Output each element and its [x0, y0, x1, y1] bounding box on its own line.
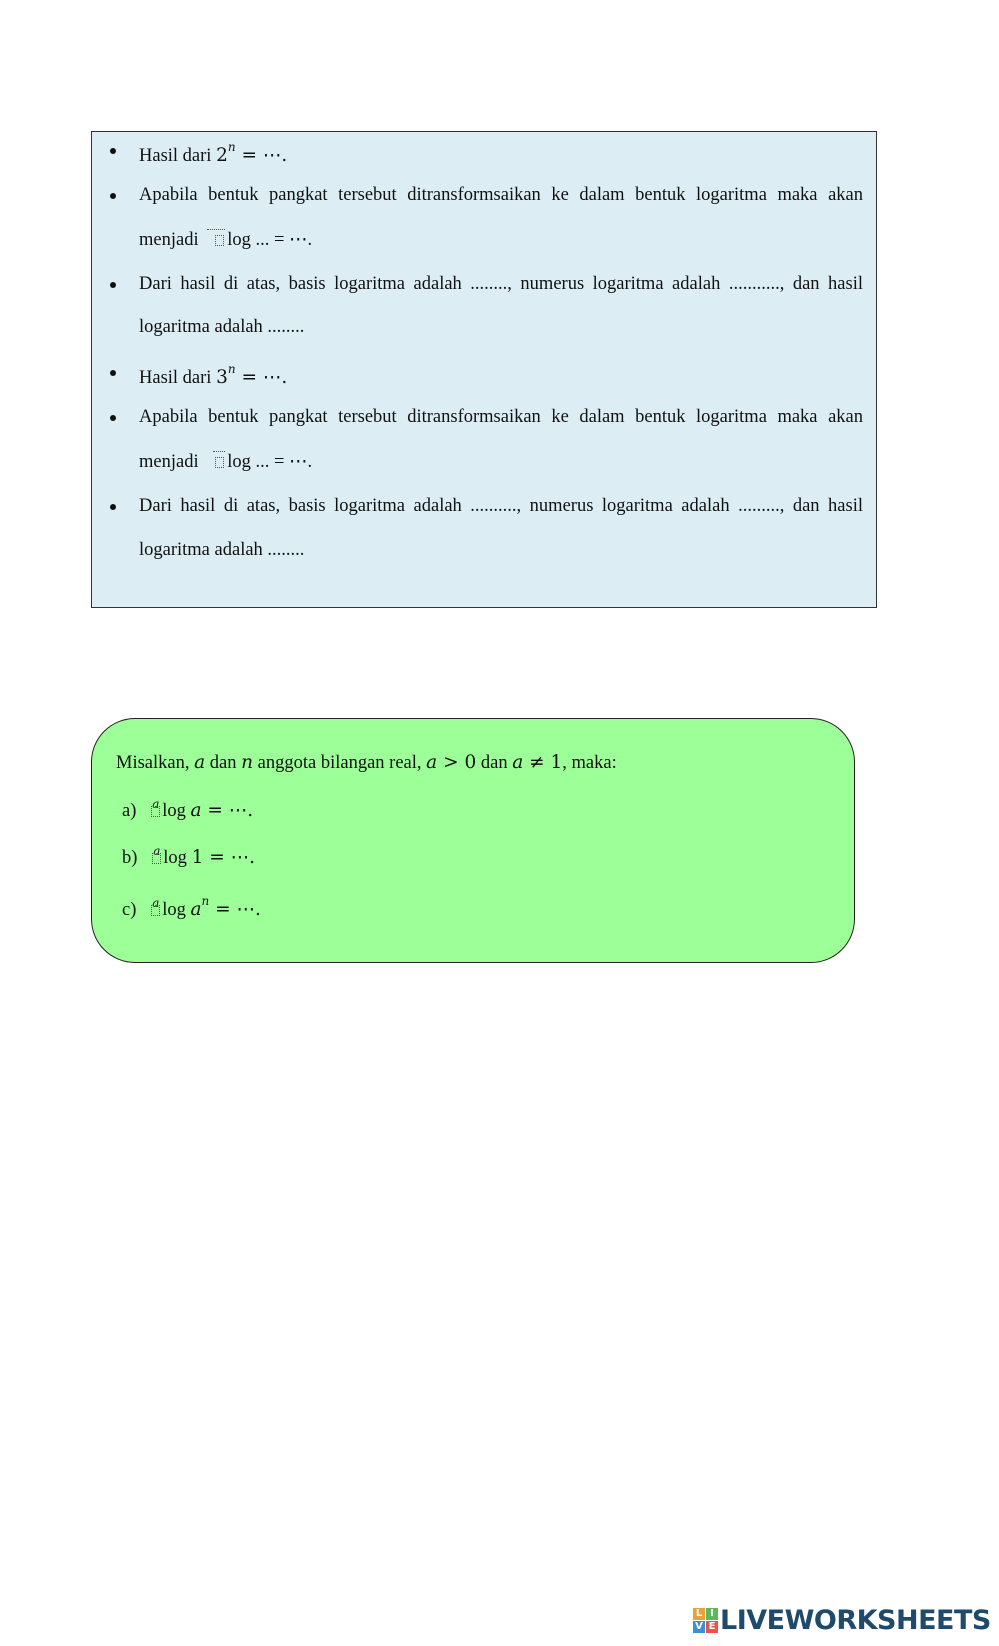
item-text: logaritma adalah ........	[139, 317, 305, 337]
var-a: a	[426, 752, 438, 773]
bullet-icon	[110, 504, 116, 510]
bullet-icon	[110, 415, 116, 421]
item-label: b)	[122, 848, 138, 868]
condition: > 0	[437, 752, 477, 773]
bullet-icon	[110, 370, 116, 376]
log-argument: a	[190, 899, 202, 921]
intro-text: anggota bilangan real,	[253, 753, 427, 773]
log-base-icon	[150, 798, 162, 820]
log-argument: 1	[191, 847, 204, 868]
bullet-icon	[110, 193, 116, 199]
icon-letter: I	[706, 1608, 718, 1620]
log-label: log	[163, 848, 192, 868]
var-a: a	[194, 752, 206, 773]
item-label: a)	[122, 801, 137, 821]
power-exponent: n	[227, 140, 236, 154]
item-text: menjadi	[139, 452, 204, 472]
answer-blank: = ⋯.	[235, 145, 288, 167]
var-a: a	[512, 752, 524, 773]
log-argument-exponent: n	[201, 894, 210, 908]
log-base-placeholder-icon	[203, 227, 227, 249]
item-label: c)	[122, 900, 137, 921]
log-label: log	[162, 801, 191, 821]
log-base: a	[152, 797, 160, 811]
log-base: a	[152, 896, 160, 911]
properties-intro	[116, 751, 617, 775]
item-line	[139, 227, 863, 252]
liveworksheets-logo	[693, 1606, 991, 1634]
answer-blank: = ⋯.	[201, 800, 254, 821]
log-expression: log ... = ⋯.	[227, 452, 313, 472]
power-exponent: n	[227, 362, 236, 376]
intro-text: , maka:	[562, 753, 617, 773]
bullet-icon	[110, 282, 116, 288]
property-item	[122, 798, 253, 823]
icon-letter: L	[693, 1608, 705, 1620]
log-label: log	[162, 900, 191, 921]
icon-letter: E	[706, 1621, 718, 1633]
item-line	[139, 138, 863, 168]
item-text: logaritma adalah ........	[139, 540, 305, 560]
icon-letter: V	[693, 1621, 705, 1633]
property-item	[122, 845, 255, 870]
explore-box	[91, 131, 877, 608]
answer-blank: = ⋯.	[203, 847, 255, 868]
log-argument: a	[190, 800, 202, 821]
answer-blank: = ⋯.	[209, 899, 261, 921]
condition: ≠ 1	[523, 752, 563, 773]
properties-box	[91, 718, 855, 963]
intro-text: Misalkan,	[116, 753, 195, 773]
power-base: 2	[216, 145, 228, 167]
intro-text: dan	[476, 753, 513, 773]
item-line	[139, 449, 863, 474]
log-base: a	[153, 844, 161, 858]
bullet-icon	[110, 148, 116, 154]
item-text: Hasil dari	[139, 368, 217, 389]
log-base-icon	[150, 897, 162, 919]
log-base-placeholder-icon	[203, 449, 227, 471]
item-text: Apabila bentuk pangkat tersebut ditransformsaikan ke dalam bentuk logaritma maka akan	[139, 407, 863, 427]
answer-blank: = ⋯.	[235, 367, 288, 389]
brand-name: LIVEWORKSHEETS	[720, 1604, 991, 1636]
item-text: menjadi	[139, 230, 204, 250]
log-base-icon	[151, 845, 163, 867]
var-n: n	[241, 752, 254, 773]
item-text: Dari hasil di atas, basis logaritma adalah .........., numerus logaritma adalah ........., dan hasil	[139, 496, 863, 516]
item-text: Apabila bentuk pangkat tersebut ditransformsaikan ke dalam bentuk logaritma maka akan	[139, 185, 863, 205]
item-line	[139, 360, 863, 390]
intro-text: dan	[205, 753, 242, 773]
power-base: 3	[216, 367, 228, 389]
liveworksheets-icon	[693, 1608, 718, 1633]
property-item	[122, 892, 261, 922]
item-text: Dari hasil di atas, basis logaritma adalah ........, numerus logaritma adalah ..........., dan hasil	[139, 274, 863, 294]
item-text: Hasil dari	[139, 146, 217, 167]
log-expression: log ... = ⋯.	[227, 230, 313, 250]
